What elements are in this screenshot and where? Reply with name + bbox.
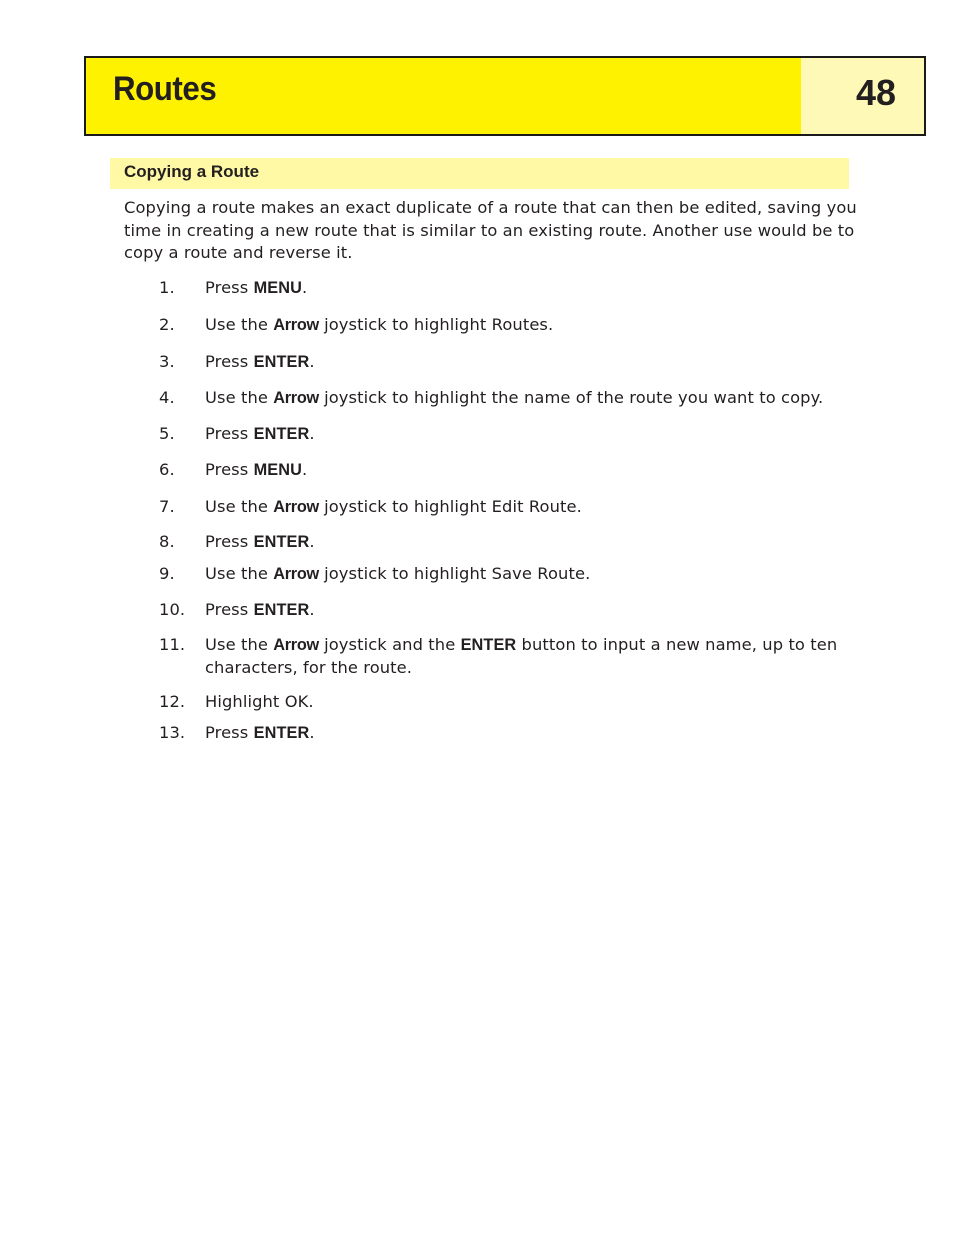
page-number-box bbox=[801, 58, 924, 134]
step-number: 3. bbox=[159, 352, 175, 371]
key-name: Arrow bbox=[273, 316, 319, 334]
step-text: Press MENU. bbox=[205, 278, 308, 297]
step-text: Highlight OK. bbox=[205, 692, 314, 711]
step-number: 5. bbox=[159, 424, 175, 443]
section-title: Copying a Route bbox=[124, 162, 260, 181]
step-text: Press ENTER. bbox=[205, 600, 315, 619]
step-number: 12. bbox=[159, 692, 186, 711]
screen-item: OK bbox=[284, 692, 309, 711]
step-text: Press ENTER. bbox=[205, 352, 315, 371]
step-text: Use the Arrow joystick and the ENTER button to input a new name, up to ten characters, for the route. bbox=[205, 635, 838, 677]
step-number: 13. bbox=[159, 723, 186, 742]
step-number: 8. bbox=[159, 532, 175, 551]
key-name: Arrow bbox=[273, 498, 319, 516]
key-name: ENTER bbox=[253, 533, 310, 551]
key-name: MENU bbox=[253, 461, 302, 479]
step-number: 1. bbox=[159, 278, 175, 297]
step-text: Press ENTER. bbox=[205, 532, 315, 551]
step-number: 11. bbox=[159, 635, 186, 654]
step-text: Use the Arrow joystick to highlight Save Route. bbox=[205, 564, 591, 583]
step-text: Use the Arrow joystick to highlight Edit Route. bbox=[205, 497, 582, 516]
screen-item: Save Route bbox=[491, 564, 586, 583]
key-name: Arrow bbox=[273, 389, 319, 407]
screen-item: Edit Route bbox=[491, 497, 577, 516]
step-text: Use the Arrow joystick to highlight the name of the route you want to copy. bbox=[205, 388, 824, 407]
key-name: MENU bbox=[253, 279, 302, 297]
step-number: 4. bbox=[159, 388, 175, 407]
step-number: 7. bbox=[159, 497, 175, 516]
chapter-title: Routes bbox=[113, 70, 217, 108]
key-name: ENTER bbox=[253, 425, 310, 443]
screen-item: Routes bbox=[491, 315, 549, 334]
intro-paragraph: Copying a route makes an exact duplicate of a route that can then be edited, saving you time in creating a new route that is similar to an existing route. Another use would be to copy a route and reverse it. bbox=[124, 198, 857, 262]
step-text: Press ENTER. bbox=[205, 723, 315, 742]
step-text: Press ENTER. bbox=[205, 424, 315, 443]
step-text: Use the Arrow joystick to highlight Routes. bbox=[205, 315, 554, 334]
key-name: ENTER bbox=[460, 636, 517, 654]
page-number: 48 bbox=[855, 72, 896, 113]
key-name: ENTER bbox=[253, 601, 310, 619]
step-text: Press MENU. bbox=[205, 460, 308, 479]
step-number: 2. bbox=[159, 315, 175, 334]
step-number: 9. bbox=[159, 564, 175, 583]
key-name: Arrow bbox=[273, 636, 319, 654]
key-name: ENTER bbox=[253, 724, 310, 742]
key-name: Arrow bbox=[273, 565, 319, 583]
key-name: ENTER bbox=[253, 353, 310, 371]
step-number: 6. bbox=[159, 460, 175, 479]
chapter-header bbox=[84, 56, 926, 136]
step-number: 10. bbox=[159, 600, 186, 619]
section-heading-bar bbox=[110, 158, 849, 189]
